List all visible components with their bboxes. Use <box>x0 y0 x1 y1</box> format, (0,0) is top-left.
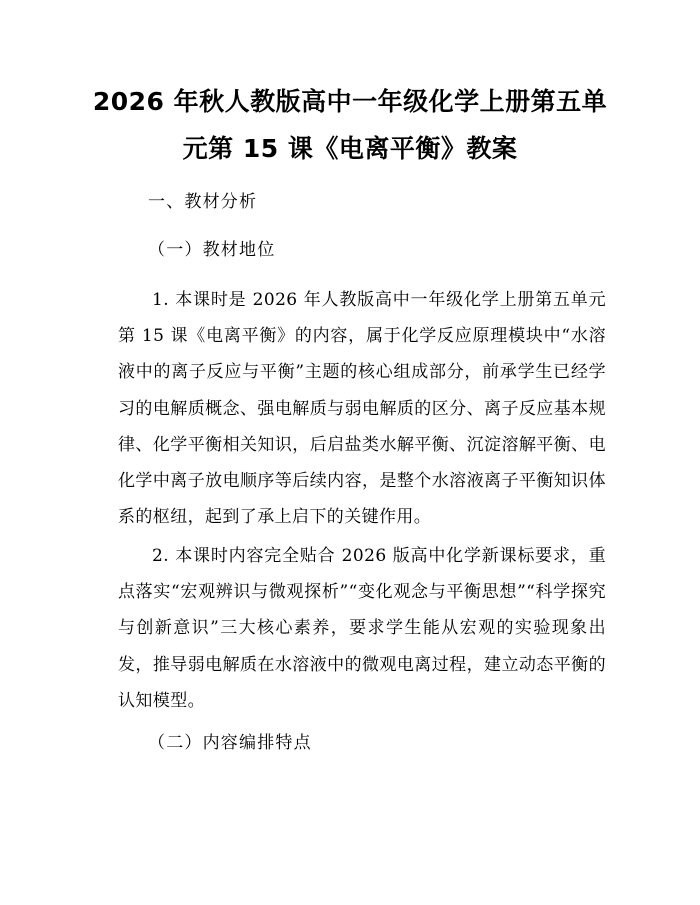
paragraph-2-text: 2. 本课时内容完全贴合 2026 版高中化学新课标要求，重点落实“宏观辨识与微观探析”“变化观念与平衡思想”“科学探究与创新意识”三大核心素养，要求学生能从宏观的实验现象出发，推导弱电解质在水溶液中的微观电离过程，建立动态平衡的认知模型。 <box>118 546 606 711</box>
document-title-line-1: 2026 年秋人教版高中一年级化学上册第五单 <box>92 87 608 116</box>
paragraph-1-text: 1. 本课时是 2026 年人教版高中一年级化学上册第五单元第 15 课《电离平衡》的内容，属于化学反应原理模块中“水溶液中的离子反应与平衡”主题的核心组成部分，前承学生已经学习的电解质概念、强电解质与弱电解质的区分、离子反应基本规律、化学平衡相关知识，后启盐类水解平衡、沉淀溶解平衡、电化学中离子放电顺序等后续内容，是整个水溶液离子平衡知识体系的枢纽，起到了承上启下的关键作用。 <box>118 290 606 528</box>
paragraph-2 <box>118 538 606 719</box>
subsection-heading-content-arrangement: （二）内容编排特点 <box>148 733 312 753</box>
document-title-line-2: 元第 15 课《电离平衡》教案 <box>182 134 518 163</box>
section-heading-textbook-analysis: 一、教材分析 <box>148 192 258 212</box>
paragraph-1 <box>118 282 606 535</box>
subsection-heading-textbook-status: （一）教材地位 <box>148 240 276 260</box>
